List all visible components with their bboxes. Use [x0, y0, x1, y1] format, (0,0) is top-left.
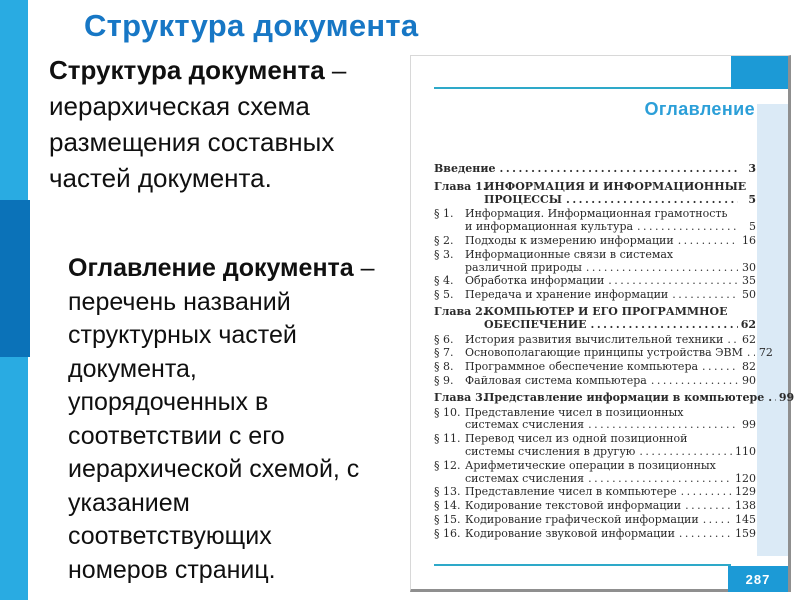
definition-line: соответствующих — [68, 522, 272, 550]
toc-dot-leader — [727, 334, 738, 347]
toc-dot-leader — [608, 275, 738, 288]
toc-entry — [434, 334, 756, 347]
definition-line: иерархической схемой, с — [68, 455, 360, 483]
definition-structure-lines — [49, 88, 411, 196]
toc-dot-leader — [768, 392, 776, 405]
toc-entry-page: 110 — [735, 444, 756, 458]
toc-entry-line — [465, 346, 773, 360]
definition-line: структурных частей — [68, 321, 297, 349]
definition-toc-dash: – — [353, 254, 375, 282]
toc-entry-line — [465, 500, 756, 513]
toc-dot-leader — [639, 446, 733, 459]
toc-dot-leader — [588, 419, 738, 432]
toc-entry — [434, 528, 756, 541]
toc-entry-line: Информация. Информационная грамотность — [465, 207, 728, 221]
toc-entry-line — [465, 361, 756, 374]
definition-toc-lines — [68, 286, 426, 588]
toc-entry-label: Программное обеспечение компьютера — [465, 360, 699, 374]
toc-entry-page: 138 — [735, 499, 756, 513]
toc-dot-leader — [586, 262, 738, 275]
toc-list — [434, 162, 795, 542]
toc-entry-label: Обработка информации — [465, 274, 605, 288]
toc-entry-page: 62 — [740, 317, 756, 331]
definition-structure-dash: – — [324, 55, 347, 85]
toc-entry-label: Представление информации в компьютере — [484, 390, 765, 404]
toc-chapter-entry — [434, 390, 795, 405]
book-top-rule — [434, 87, 731, 89]
toc-entry-line — [465, 514, 756, 527]
toc-dot-leader — [702, 361, 738, 374]
toc-entry-page: 62 — [742, 332, 756, 346]
toc-entry-page: 99 — [742, 418, 756, 432]
toc-entry-label: Представление чисел в компьютере — [465, 485, 677, 499]
toc-entry-prefix: § 12. — [434, 458, 461, 472]
toc-entry — [434, 407, 756, 433]
toc-entry-line: Перевод чисел из одной позиционной — [465, 432, 688, 446]
definition-structure — [49, 52, 411, 196]
toc-entry-label: системы счисления в другую — [465, 444, 636, 458]
toc-dot-leader — [588, 473, 733, 486]
toc-entry-page: 5 — [749, 220, 756, 234]
definition-line: соответствии с его — [68, 421, 285, 450]
book-page-number: 287 — [728, 566, 788, 592]
toc-entry-prefix: § 6. — [434, 332, 454, 346]
toc-entry-line — [465, 375, 756, 388]
toc-entry-line — [465, 275, 756, 288]
toc-entry-prefix: § 2. — [434, 233, 454, 247]
toc-entry-line — [484, 194, 756, 207]
toc-entry — [434, 486, 756, 499]
toc-entry-line: Арифметические операции в позиционных — [465, 458, 716, 472]
book-bottom-rule — [434, 564, 731, 566]
definition-line: номеров страниц. — [68, 555, 276, 584]
definition-line: частей документа. — [49, 163, 272, 193]
toc-entry-prefix: § 10. — [434, 405, 461, 419]
toc-entry-line — [465, 334, 756, 347]
toc-entry — [434, 375, 756, 388]
definition-line: указанием — [68, 488, 190, 517]
definition-toc-term: Оглавление документа — [68, 254, 354, 282]
toc-entry-line: КОМПЬЮТЕР И ЕГО ПРОГРАММНОЕ — [484, 304, 728, 318]
toc-entry-prefix: § 5. — [434, 288, 454, 302]
definition-toc-lead — [68, 252, 426, 286]
toc-dot-leader — [679, 528, 733, 541]
toc-entry-line — [484, 319, 756, 332]
toc-entry-label: системах счисления — [465, 471, 585, 485]
toc-entry — [434, 514, 756, 527]
definition-line: размещения составных — [49, 127, 335, 157]
left-accent-block-dark — [0, 200, 30, 357]
toc-entry-label: Введение — [434, 162, 496, 175]
toc-entry-prefix: § 9. — [434, 373, 454, 387]
toc-dot-leader — [747, 347, 755, 360]
toc-entry-line — [465, 262, 756, 275]
page-title: Структура документа — [84, 8, 419, 43]
toc-chapter-entry — [434, 306, 756, 332]
toc-entry-prefix: § 7. — [434, 346, 454, 360]
definition-structure-term: Структура документа — [49, 55, 325, 85]
toc-entry-page: 129 — [735, 485, 756, 499]
toc-entry-prefix: § 3. — [434, 247, 454, 261]
toc-entry-label: История развития вычислительной техники — [465, 332, 724, 346]
toc-entry-line — [465, 289, 756, 302]
toc-entry-line: Информационные связи в системах — [465, 247, 674, 261]
toc-entry-page: 145 — [735, 512, 756, 526]
toc-entry-page: 99 — [778, 390, 795, 404]
toc-entry-page: 159 — [735, 526, 756, 540]
toc-entry — [434, 208, 756, 234]
toc-dot-leader — [591, 319, 739, 332]
toc-entry-line — [465, 419, 756, 432]
toc-dot-leader — [672, 289, 738, 302]
toc-dot-leader — [637, 221, 738, 234]
toc-entry — [434, 163, 756, 176]
toc-chapter-entry — [434, 181, 756, 207]
toc-entry-prefix: § 15. — [434, 512, 461, 526]
book-corner-block — [731, 56, 788, 89]
toc-entry-prefix: Глава 2. — [434, 304, 487, 318]
toc-entry — [434, 346, 773, 360]
toc-entry-label: Кодирование звуковой информации — [465, 526, 675, 540]
toc-entry-prefix: § 1. — [434, 207, 454, 221]
toc-dot-leader — [681, 486, 733, 499]
toc-entry — [434, 249, 756, 275]
toc-dot-leader — [499, 163, 738, 176]
toc-entry-label: Передача и хранение информации — [465, 288, 669, 302]
toc-entry-line — [465, 446, 756, 459]
toc-dot-leader — [678, 235, 738, 248]
definition-structure-lead — [49, 52, 411, 88]
toc-entry-line — [465, 528, 756, 541]
toc-entry-prefix: Глава 3. — [434, 390, 487, 404]
toc-entry-prefix: § 8. — [434, 360, 454, 374]
toc-entry-label: и информационная культура — [465, 220, 634, 234]
book-side-strip — [757, 104, 788, 556]
toc-entry-line — [465, 221, 756, 234]
toc-entry-prefix: Глава 1. — [434, 179, 487, 193]
toc-entry-page: 5 — [748, 192, 756, 206]
toc-entry-label: Файловая система компьютера — [465, 373, 647, 387]
toc-entry-prefix: § 4. — [434, 274, 454, 288]
toc-entry-page: 82 — [742, 360, 756, 374]
toc-entry-page: 50 — [742, 288, 756, 302]
definition-line: упорядоченных в — [68, 388, 269, 416]
toc-entry-line: Представление чисел в позиционных — [465, 405, 684, 419]
toc-entry-prefix: § 13. — [434, 485, 461, 499]
toc-entry-label: Кодирование графической информации — [465, 512, 699, 526]
toc-entry-page: 30 — [742, 260, 756, 274]
toc-entry-page: 35 — [742, 274, 756, 288]
toc-dot-leader — [685, 500, 733, 513]
toc-entry-page: 120 — [735, 471, 756, 485]
toc-entry-line — [434, 163, 756, 176]
toc-entry-label: системах счисления — [465, 418, 585, 432]
toc-entry — [434, 460, 756, 486]
toc-entry-label: Основополагающие принципы устройства ЭВМ — [465, 346, 743, 360]
toc-entry-line — [465, 473, 756, 486]
toc-entry-line — [484, 390, 795, 405]
toc-dot-leader — [703, 514, 733, 527]
definition-line: перечень названий — [68, 287, 291, 316]
toc-entry-prefix: § 11. — [434, 432, 461, 446]
toc-dot-leader — [566, 194, 738, 207]
toc-entry-line: ИНФОРМАЦИЯ И ИНФОРМАЦИОННЫЕ — [484, 179, 747, 193]
toc-entry-line — [465, 235, 756, 248]
book-header-title: Оглавление — [644, 99, 755, 119]
toc-entry-prefix: § 16. — [434, 526, 461, 540]
toc-entry-page: 72 — [758, 346, 773, 360]
definition-line: иерархическая схема — [49, 91, 310, 121]
definition-line: документа, — [68, 354, 197, 383]
toc-entry — [434, 275, 756, 288]
toc-entry-label: Подходы к измерению информации — [465, 233, 674, 247]
toc-entry-label: ОБЕСПЕЧЕНИЕ — [484, 317, 587, 331]
book-page-image — [410, 55, 795, 592]
toc-entry-label: Кодирование текстовой информации — [465, 499, 682, 513]
toc-dot-leader — [651, 375, 738, 388]
toc-entry — [434, 433, 756, 459]
toc-entry — [434, 500, 756, 513]
toc-entry — [434, 235, 756, 248]
toc-entry-page: 16 — [742, 233, 756, 247]
toc-entry-page: 3 — [748, 162, 756, 175]
toc-entry-label: различной природы — [465, 260, 582, 274]
definition-toc — [68, 252, 426, 587]
toc-entry-line — [465, 486, 756, 499]
toc-entry — [434, 361, 756, 374]
toc-entry-page: 90 — [742, 373, 756, 387]
toc-entry-prefix: § 14. — [434, 499, 461, 513]
toc-entry-label: ПРОЦЕССЫ — [484, 192, 562, 206]
toc-entry — [434, 289, 756, 302]
